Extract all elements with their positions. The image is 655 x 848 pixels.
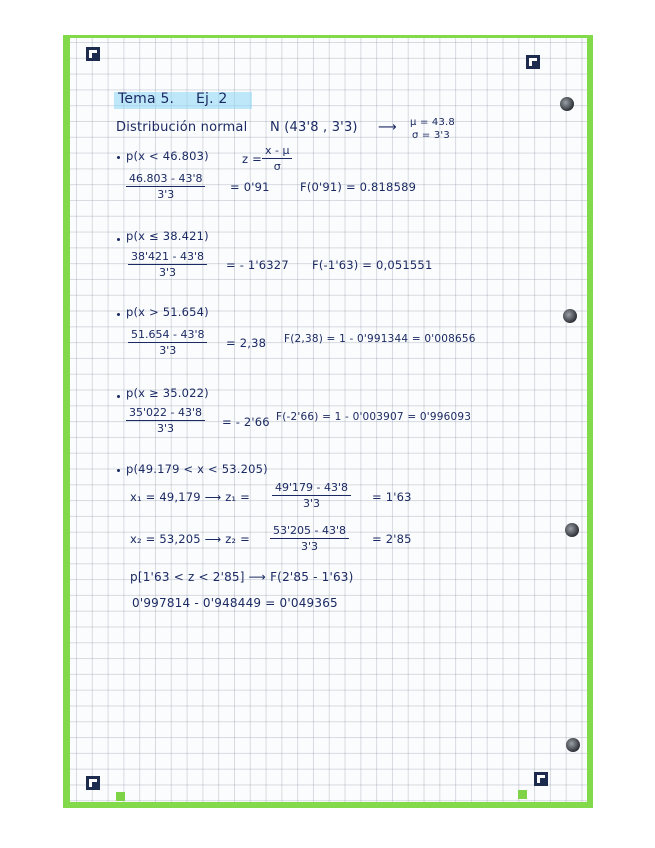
binder-hole — [563, 309, 577, 323]
ex2-z-result: = - 1'6327 — [226, 258, 289, 272]
ex5-z2-denominator: 3'3 — [300, 540, 319, 553]
z-formula-label: z = — [242, 152, 262, 166]
ex5-x2-line: x₂ = 53,205 ⟶ z₂ = — [130, 532, 250, 546]
bullet — [117, 238, 120, 241]
ex2-numerator: 38'421 - 43'8 — [128, 250, 207, 265]
ex5-final-result: 0'997814 - 0'948449 = 0'049365 — [132, 596, 338, 610]
ex2-probability: F(-1'63) = 0,051551 — [312, 258, 433, 272]
binder-hole — [565, 523, 579, 537]
distribution-label: Distribución normal — [116, 120, 248, 135]
ex4-z-result: = - 2'66 — [222, 415, 270, 429]
bullet — [117, 156, 120, 159]
ex2-fraction — [128, 250, 207, 279]
ex1-numerator: 46.803 - 43'8 — [126, 172, 205, 187]
ex5-z2-numerator: 53'205 - 43'8 — [270, 524, 349, 539]
z-formula — [262, 144, 292, 173]
ex4-denominator: 3'3 — [156, 422, 175, 435]
bullet — [117, 313, 120, 316]
corner-marker-top-right — [526, 55, 540, 69]
ex5-probability-line: p[1'63 < z < 2'85] ⟶ F(2'85 - 1'63) — [130, 570, 354, 584]
green-square-bottom-left — [116, 792, 125, 801]
binder-hole — [560, 97, 574, 111]
exercise-heading: Ej. 2 — [196, 91, 228, 107]
ex5-heading: p(49.179 < x < 53.205) — [126, 462, 268, 476]
ex5-x1-line: x₁ = 49,179 ⟶ z₁ = — [130, 490, 250, 504]
ex2-denominator: 3'3 — [158, 266, 177, 279]
ex3-probability: F(2,38) = 1 - 0'991344 = 0'008656 — [284, 333, 476, 345]
ex4-heading: p(x ≥ 35.022) — [126, 386, 209, 400]
ex2-heading: p(x ≤ 38.421) — [126, 229, 209, 243]
ex3-denominator: 3'3 — [159, 344, 177, 357]
z-formula-denominator: σ — [273, 160, 281, 173]
distribution-expression: N (43'8 , 3'3) — [270, 120, 358, 135]
tema-heading: Tema 5. — [118, 91, 175, 107]
ex1-z-result: = 0'91 — [230, 180, 270, 194]
distribution-arrow: ⟶ — [378, 120, 397, 135]
corner-marker-top-left — [86, 47, 100, 61]
ex4-probability: F(-2'66) = 1 - 0'003907 = 0'996093 — [276, 411, 472, 423]
ex5-z1-result: = 1'63 — [372, 490, 412, 504]
ex4-numerator: 35'022 - 43'8 — [126, 406, 205, 421]
mu-value: μ = 43.8 — [410, 117, 455, 128]
ex4-fraction — [126, 406, 205, 435]
corner-marker-bottom-left — [86, 776, 100, 790]
ex3-fraction — [128, 328, 207, 357]
ex3-heading: p(x > 51.654) — [126, 305, 209, 319]
ex5-z1-denominator: 3'3 — [302, 497, 321, 510]
ex5-z2-result: = 2'85 — [372, 532, 412, 546]
ex1-probability: F(0'91) = 0.818589 — [300, 180, 417, 194]
ex1-fraction — [126, 172, 205, 201]
z-formula-numerator: x - μ — [262, 144, 292, 159]
bullet — [117, 469, 120, 472]
ex3-numerator: 51.654 - 43'8 — [128, 328, 207, 343]
sigma-value: σ = 3'3 — [412, 130, 450, 141]
ex1-denominator: 3'3 — [157, 188, 175, 201]
green-square-bottom-right — [518, 790, 527, 799]
binder-hole — [566, 738, 580, 752]
ex5-z2-fraction — [270, 524, 349, 553]
bullet — [117, 395, 120, 398]
ex1-heading: p(x < 46.803) — [126, 149, 209, 163]
corner-marker-bottom-right — [534, 772, 548, 786]
ex5-z1-fraction — [272, 481, 351, 510]
ex5-z1-numerator: 49'179 - 43'8 — [272, 481, 351, 496]
ex3-z-result: = 2,38 — [226, 336, 267, 350]
